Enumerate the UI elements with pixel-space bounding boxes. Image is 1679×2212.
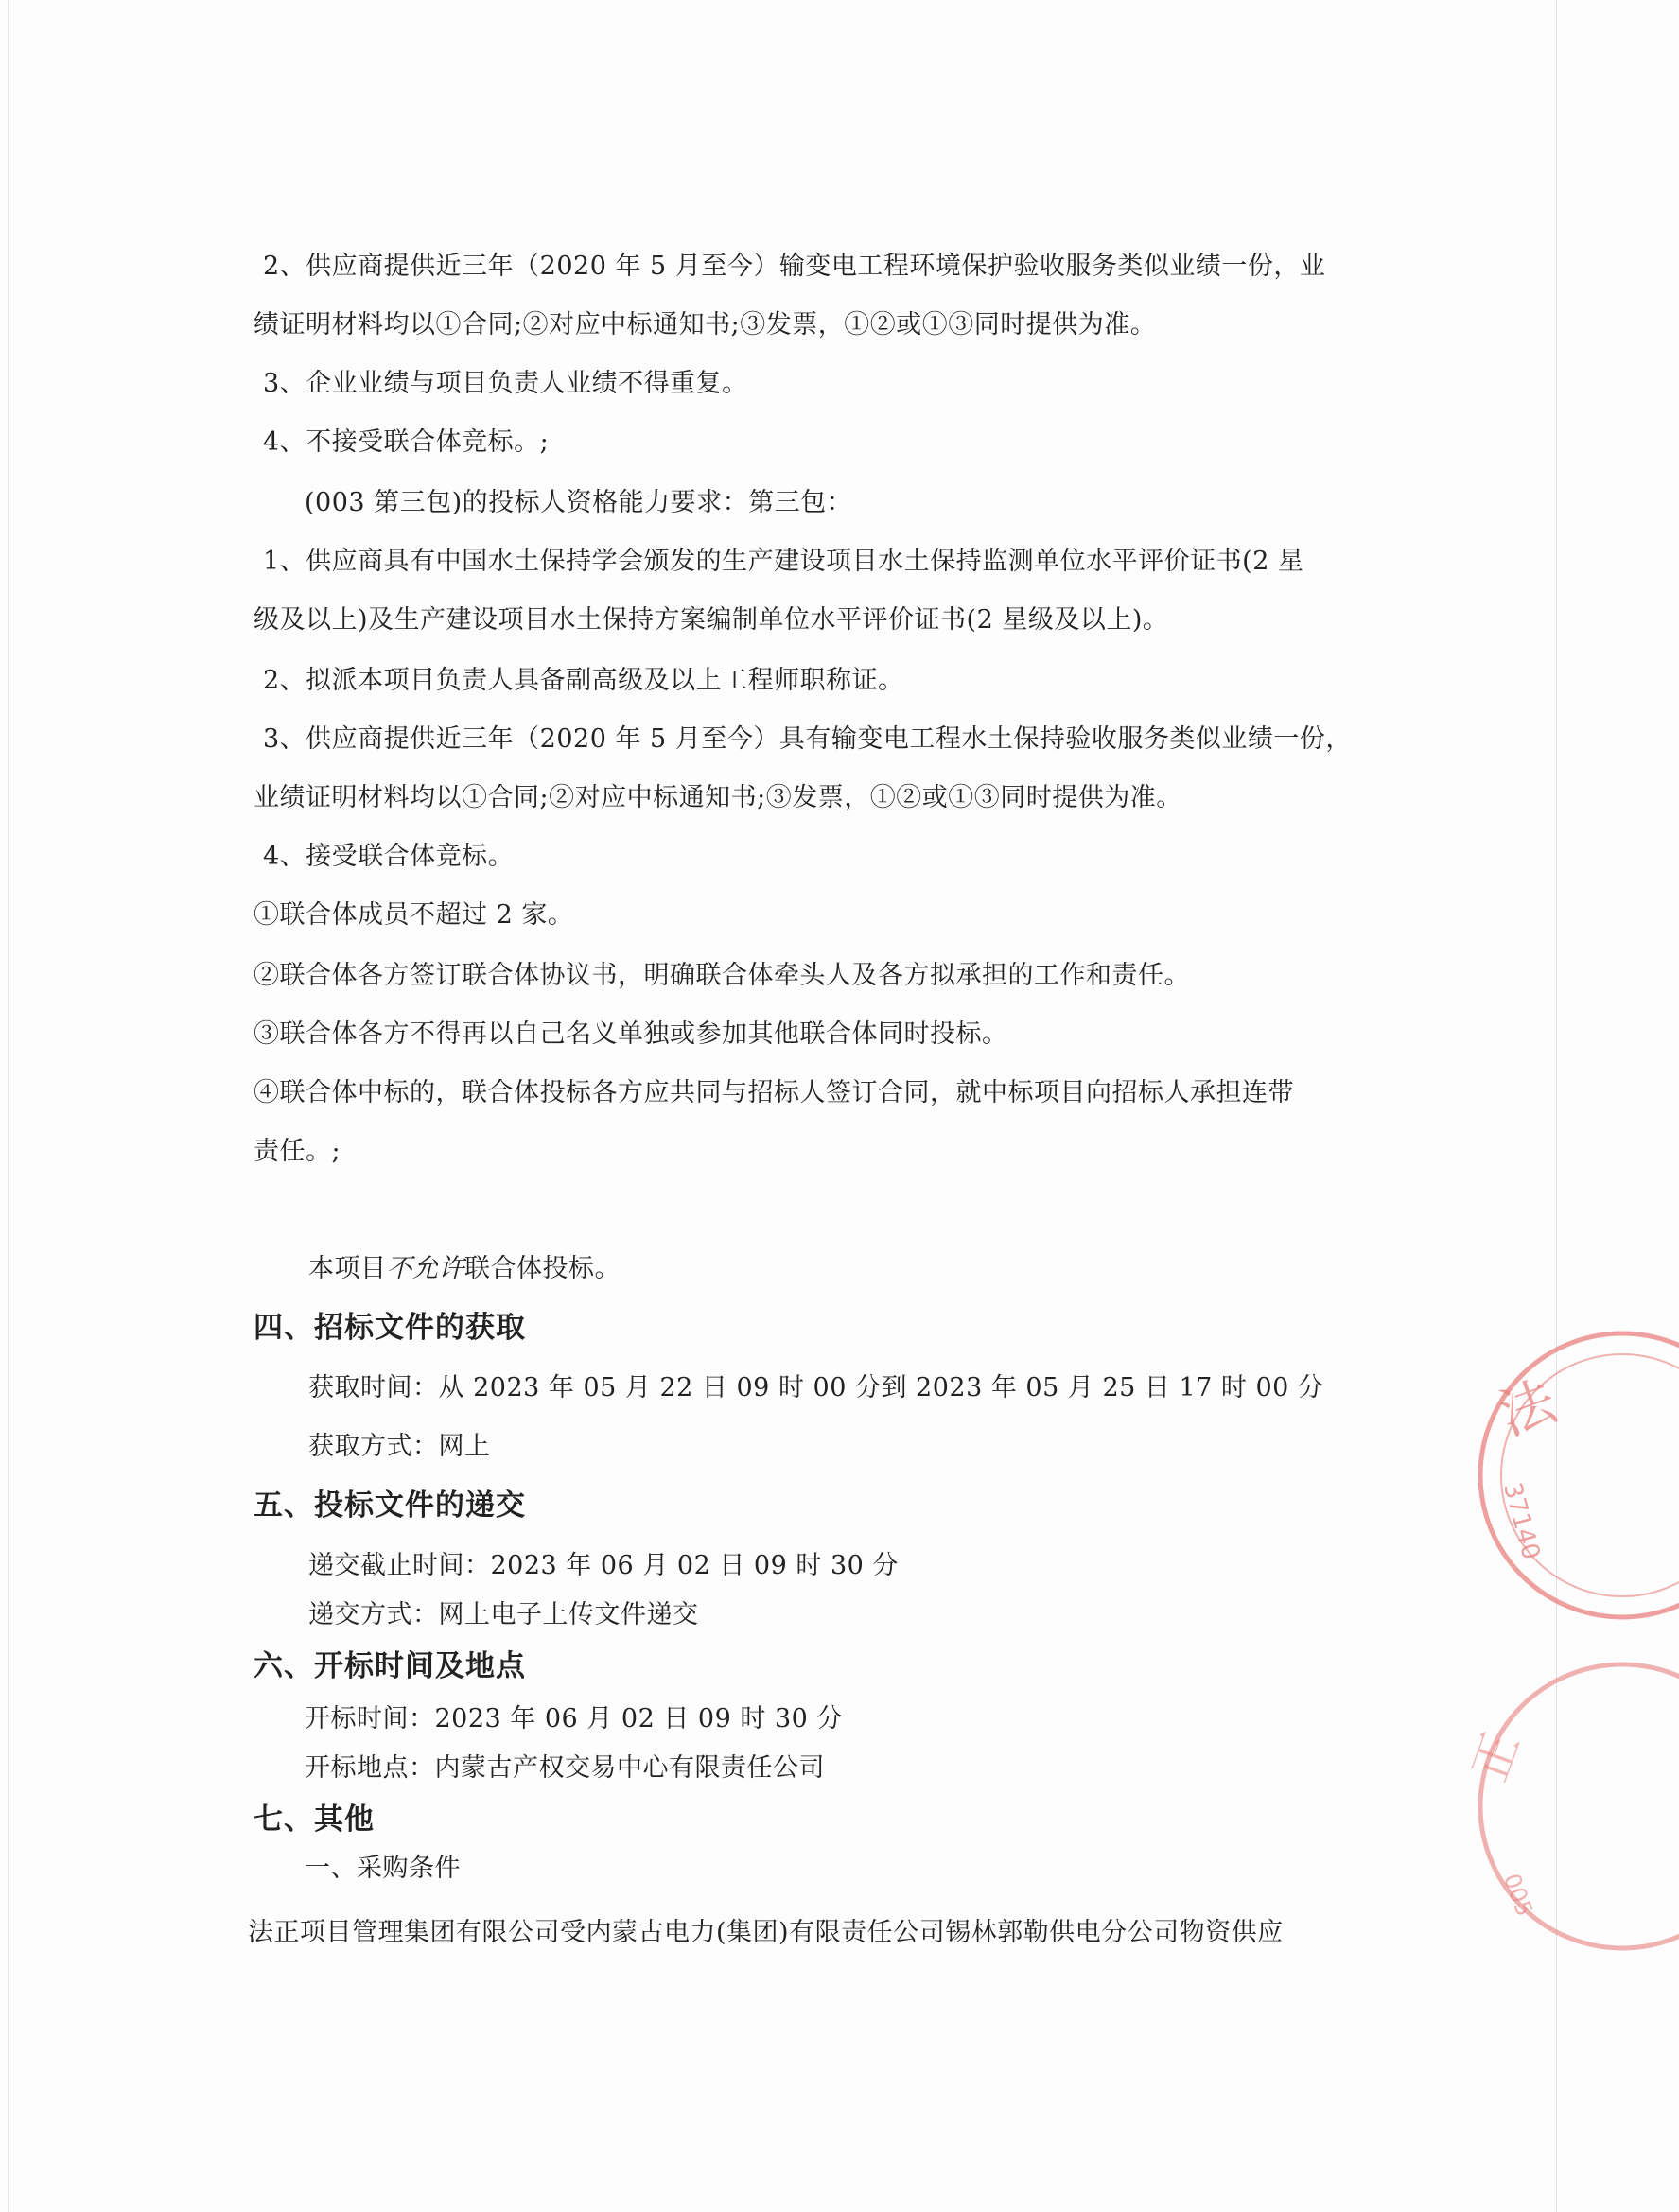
package3-item-2: 2、拟派本项目负责人具备副高级及以上工程师职称证。 [263, 666, 904, 695]
joint-rule-2: ②联合体各方签订联合体协议书，明确联合体牵头人及各方拟承担的工作和责任。 [254, 961, 1190, 990]
opening-time: 开标时间：2023 年 06 月 02 日 09 时 30 分 [305, 1704, 843, 1733]
package3-item-3: 3、供应商提供近三年（2020 年 5 月至今）具有输变电工程水土保持验收服务类似业绩一份， [263, 724, 1352, 754]
consortium-note-prefix: 本项目 [308, 1254, 387, 1283]
requirement-item-4: 4、不接受联合体竞标。; [263, 427, 550, 457]
section-4-heading: 四、招标文件的获取 [254, 1311, 526, 1345]
package3-item-3-cont: 业绩证明材料均以①合同;②对应中标通知书;③发票，①②或①③同时提供为准。 [254, 783, 1182, 812]
package3-item-1-cont: 级及以上)及生产建设项目水土保持方案编制单位水平评价证书(2 星级及以上)。 [254, 605, 1169, 635]
submission-deadline: 递交截止时间：2023 年 06 月 02 日 09 时 30 分 [308, 1551, 899, 1580]
page-left-edge [8, 0, 9, 2212]
section-7-heading: 七、其他 [254, 1803, 375, 1837]
joint-rule-4: ④联合体中标的，联合体投标各方应共同与招标人签订合同，就中标项目向招标人承担连带 [254, 1078, 1294, 1107]
svg-text:005: 005 [1497, 1870, 1538, 1921]
acquisition-method: 获取方式：网上 [308, 1432, 491, 1461]
company-seal-stamp [1461, 1324, 1679, 1967]
requirement-item-2: 2、供应商提供近三年（2020 年 5 月至今）输变电工程环境保护验收服务类似业绩一份，业 [263, 252, 1326, 281]
package3-item-4: 4、接受联合体竞标。 [263, 842, 515, 871]
requirement-item-2-cont: 绩证明材料均以①合同;②对应中标通知书;③发票，①②或①③同时提供为准。 [254, 310, 1157, 340]
requirement-item-3: 3、企业业绩与项目负责人业绩不得重复。 [263, 369, 748, 398]
package3-title: (003 第三包)的投标人资格能力要求：第三包： [305, 488, 853, 517]
acquisition-time: 获取时间：从 2023 年 05 月 22 日 09 时 00 分到 2023 年 05 月 25 日 17 时 00 分 [308, 1373, 1324, 1402]
submission-method: 递交方式：网上电子上传文件递交 [308, 1600, 699, 1629]
svg-text:正: 正 [1461, 1725, 1530, 1789]
svg-text:37140: 37140 [1497, 1479, 1546, 1563]
procurement-conditions-title: 一、采购条件 [305, 1854, 461, 1883]
consortium-note-emphasis: 不允许 [386, 1254, 464, 1283]
joint-rule-4-cont: 责任。; [254, 1137, 341, 1166]
opening-place: 开标地点：内蒙古产权交易中心有限责任公司 [305, 1753, 825, 1783]
section-6-heading: 六、开标时间及地点 [254, 1649, 526, 1683]
joint-rule-3: ③联合体各方不得再以自己名义单独或参加其他联合体同时投标。 [254, 1019, 1008, 1049]
consortium-note-suffix: 联合体投标。 [464, 1254, 621, 1283]
consortium-note [308, 1252, 621, 1286]
svg-text:法: 法 [1490, 1367, 1565, 1448]
procurement-conditions-text: 法正项目管理集团有限公司受内蒙古电力(集团)有限责任公司锡林郭勒供电分公司物资供应 [248, 1918, 1284, 1947]
joint-rule-1: ①联合体成员不超过 2 家。 [254, 900, 574, 930]
section-5-heading: 五、投标文件的递交 [254, 1489, 526, 1523]
package3-item-1: 1、供应商具有中国水土保持学会颁发的生产建设项目水土保持监测单位水平评价证书(2 星 [263, 547, 1304, 576]
